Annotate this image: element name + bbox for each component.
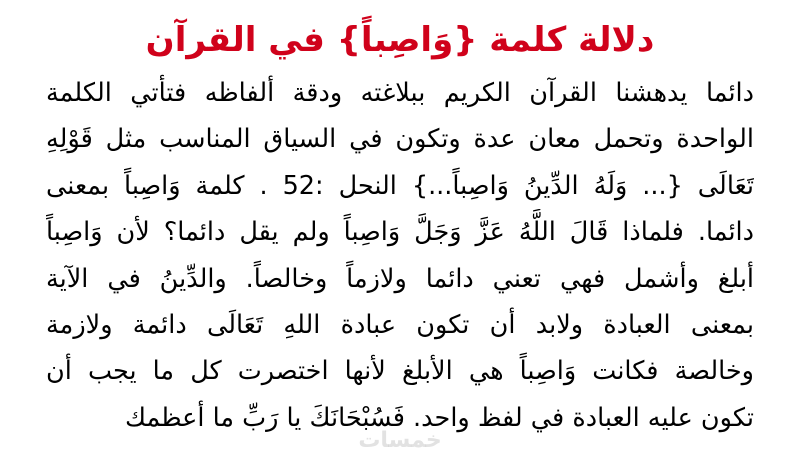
paragraph-line: دائما يدهشنا القرآن الكريم ببلاغته ودقة ألفاظه فتأتي الكلمة bbox=[46, 78, 754, 108]
document-title: دلالة كلمة {وَاصِباً} في القرآن bbox=[145, 20, 655, 60]
watermark: خمسات bbox=[358, 428, 442, 453]
paragraph-line: أبلغ وأشمل فهي تعني دائما ولازماً وخالصاً. والدِّينُ في الآية bbox=[46, 263, 754, 294]
paragraph-line: دائما. فلماذا قَالَ اللَّهُ عَزَّ وَجَلَّ وَاصِباً ولم يقل دائما؟ لأن وَاصِباً bbox=[46, 217, 754, 248]
paragraph-line: تكون عليه العبادة في لفظ واحد. فَسُبْحَانَكَ يا رَبِّ ما أعظمك bbox=[125, 402, 754, 433]
document-paragraph bbox=[46, 70, 754, 441]
paragraph-line: الواحدة وتحمل معان عدة وتكون في السياق المناسب مثل قَوْلِهِ bbox=[46, 124, 754, 155]
paragraph-line: تَعَالَى {... وَلَهُ الدِّينُ وَاصِباً...} النحل :52 . كلمة وَاصِباً بمعنى bbox=[46, 170, 754, 201]
paragraph-line: بمعنى العبادة ولابد أن تكون عبادة اللهِ تَعَالَى دائمة ولازمة bbox=[46, 309, 754, 340]
paragraph-line: وخالصة فكانت وَاصِباً هي الأبلغ لأنها اختصرت كل ما يجب أن bbox=[46, 356, 754, 387]
